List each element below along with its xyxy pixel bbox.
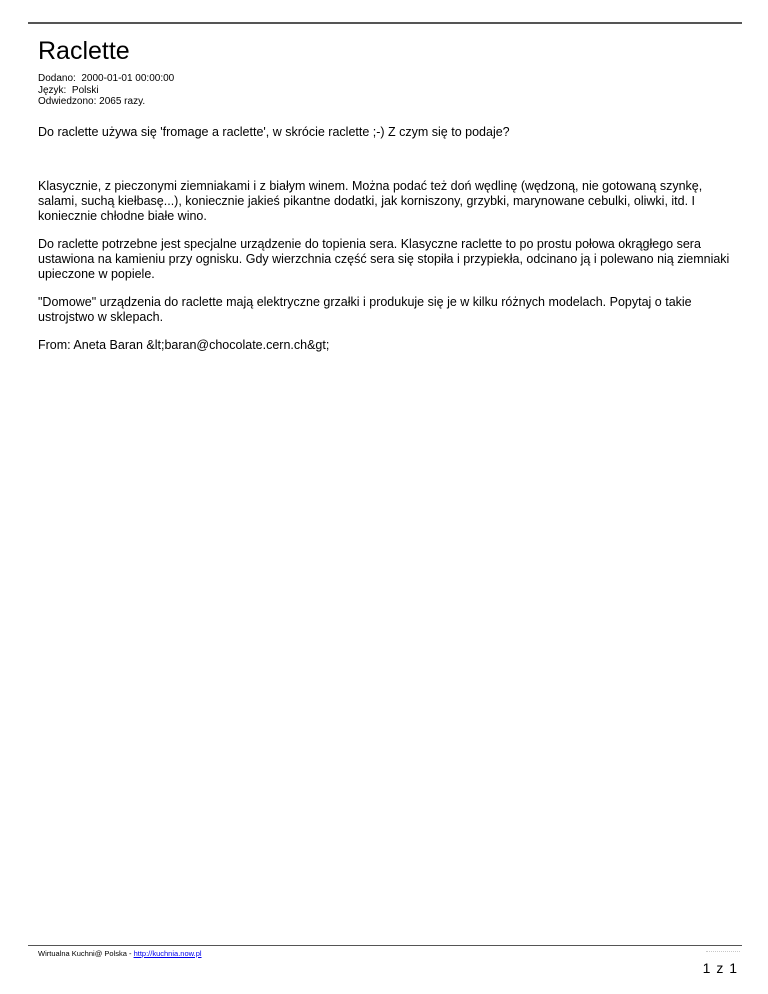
article-meta <box>38 73 174 108</box>
footer-site-link[interactable]: http://kuchnia.now.pl <box>133 949 202 958</box>
article-paragraph-1: Klasycznie, z pieczonymi ziemniakami i z białym winem. Można podać też doń wędlinę (wędzoną, nie gotowaną szynkę, salami, suchą kiełbasę...), koniecznie jakieś pikantne dodatki, jak korniszony, grzybki, marynowane cebulki, oliwki, itd. I koniecznie chłodne białe wino. <box>38 179 703 223</box>
meta-added: Dodano: 2000-01-01 00:00:00 <box>38 73 175 84</box>
article-author: From: Aneta Baran &lt;baran@chocolate.cern.ch&gt; <box>38 338 330 352</box>
header-divider <box>28 22 742 24</box>
meta-language: Język: Polski <box>38 84 99 96</box>
footer-decoration <box>706 951 740 952</box>
footer-credit <box>38 949 202 958</box>
article-paragraph-2: Do raclette potrzebne jest specjalne urządzenie do topienia sera. Klasyczne raclette to po prostu połowa okrągłego sera ustawiona na kamieniu przy ognisku. Gdy wierzchnia część sera się stopiła i przypiekła, odcinano ją i polewano nią ziemniaki upieczone w popiele. <box>38 237 730 281</box>
article-question: Do raclette używa się 'fromage a raclette', w skrócie raclette ;-) Z czym się to podaje? <box>38 125 510 139</box>
article-content <box>38 125 738 366</box>
page-title: Raclette <box>38 37 130 65</box>
article-paragraph-3: "Domowe" urządzenia do raclette mają elektryczne grzałki i produkuje się je w kilku różnych modelach. Popytaj o takie ustrojstwo w sklepach. <box>38 295 692 324</box>
footer-divider <box>28 945 742 946</box>
footer-site-name: Wirtualna Kuchni@ Polska - <box>38 949 134 958</box>
page-number: 1 z 1 <box>702 960 738 976</box>
meta-visits: Odwiedzono: 2065 razy. <box>38 96 146 107</box>
